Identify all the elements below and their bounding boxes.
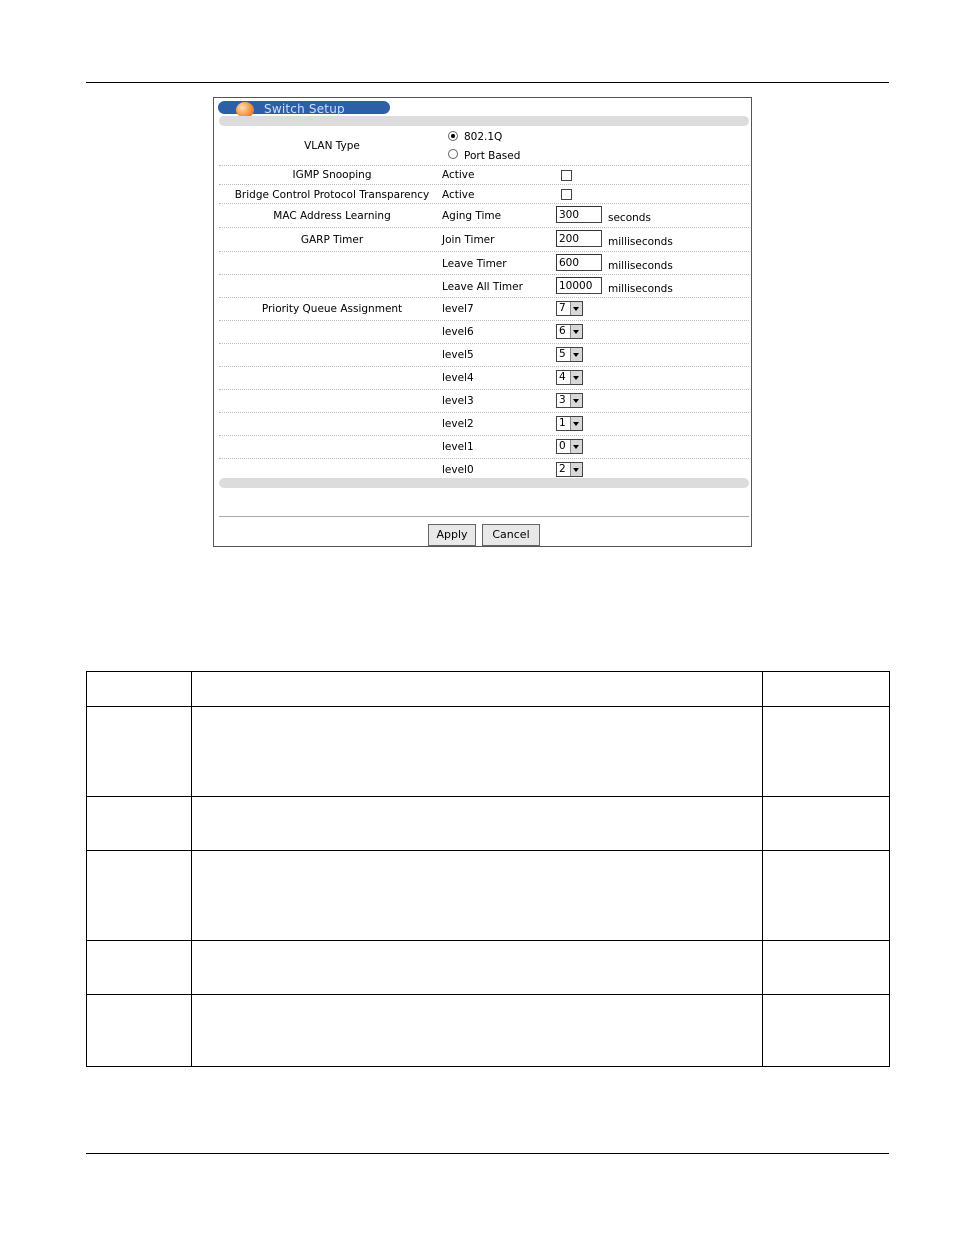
table-row: [87, 707, 890, 797]
bcpt-active-checkbox[interactable]: [561, 189, 572, 200]
level6-value: 6: [559, 325, 566, 337]
level0-select[interactable]: [556, 462, 583, 477]
aging-time-label: Aging Time: [442, 210, 502, 222]
table-row: [87, 995, 890, 1067]
row-bcpt: [219, 185, 749, 204]
table-cell: [192, 851, 763, 941]
join-timer-unit: milliseconds: [608, 236, 673, 248]
level6-select[interactable]: [556, 324, 583, 339]
table-row: [87, 797, 890, 851]
cancel-button[interactable]: Cancel: [482, 524, 540, 546]
level-name: level0: [442, 464, 474, 476]
level7-select[interactable]: [556, 301, 583, 316]
table-cell: [87, 707, 192, 797]
level-name: level2: [442, 418, 474, 430]
table-cell: [763, 797, 890, 851]
igmp-label: IGMP Snooping: [292, 169, 372, 181]
level2-select[interactable]: [556, 416, 583, 431]
level-name: level7: [442, 303, 474, 315]
chevron-down-icon[interactable]: [570, 302, 582, 315]
level3-select[interactable]: [556, 393, 583, 408]
igmp-active-checkbox[interactable]: [561, 170, 572, 181]
title-bar: [218, 101, 390, 114]
vlan-type-label: VLAN Type: [304, 140, 360, 152]
table-row: [87, 851, 890, 941]
row-level6: [219, 321, 749, 344]
chevron-down-icon[interactable]: [570, 394, 582, 407]
chevron-down-icon[interactable]: [570, 463, 582, 476]
panel-title: Switch Setup: [264, 102, 345, 116]
level-name: level5: [442, 349, 474, 361]
row-level3: [219, 390, 749, 413]
row-mac-learning: [219, 204, 749, 228]
mac-label: MAC Address Learning: [273, 210, 391, 222]
table-cell: [87, 941, 192, 995]
radio-8021q[interactable]: [448, 131, 458, 141]
igmp-active-label: Active: [442, 169, 475, 181]
level4-value: 4: [559, 371, 566, 383]
radio-port-based-label: Port Based: [464, 150, 521, 162]
level-name: level1: [442, 441, 474, 453]
table-cell: [192, 941, 763, 995]
row-garp-join: [219, 228, 749, 252]
level3-value: 3: [559, 394, 566, 406]
top-rule: [86, 82, 889, 83]
level-name: level6: [442, 326, 474, 338]
bottom-rule: [86, 1153, 889, 1154]
footer-band: [219, 478, 749, 488]
table-cell: [763, 941, 890, 995]
level7-value: 7: [559, 302, 566, 314]
bcpt-label: Bridge Control Protocol Transparency: [234, 189, 430, 201]
radio-port-based[interactable]: [448, 149, 458, 159]
level-name: level3: [442, 395, 474, 407]
description-table: [86, 671, 890, 1067]
garp-label: GARP Timer: [300, 234, 364, 246]
row-igmp-snooping: [219, 166, 749, 185]
table-cell: [192, 707, 763, 797]
leave-all-timer-label: Leave All Timer: [442, 281, 523, 293]
chevron-down-icon[interactable]: [570, 417, 582, 430]
leave-timer-input[interactable]: [556, 254, 602, 271]
level-name: level4: [442, 372, 474, 384]
table-cell: [763, 672, 890, 707]
level5-select[interactable]: [556, 347, 583, 362]
row-level0: [219, 459, 749, 479]
table-cell: [87, 851, 192, 941]
table-cell: [87, 797, 192, 851]
row-level7: [219, 298, 749, 321]
table-cell: [192, 995, 763, 1067]
row-garp-leave-all: [219, 275, 749, 298]
chevron-down-icon[interactable]: [570, 440, 582, 453]
table-cell: [192, 672, 763, 707]
row-level5: [219, 344, 749, 367]
button-divider: [219, 516, 749, 517]
aging-time-unit: seconds: [608, 212, 651, 224]
leave-timer-label: Leave Timer: [442, 258, 507, 270]
level4-select[interactable]: [556, 370, 583, 385]
table-cell: [763, 995, 890, 1067]
table-cell: [87, 672, 192, 707]
chevron-down-icon[interactable]: [570, 348, 582, 361]
table-cell: [763, 707, 890, 797]
header-band: [219, 116, 749, 126]
leave-all-timer-unit: milliseconds: [608, 283, 673, 295]
table-cell: [87, 995, 192, 1067]
radio-8021q-label: 802.1Q: [464, 131, 503, 143]
row-level4: [219, 367, 749, 390]
table-cell: [763, 851, 890, 941]
level5-value: 5: [559, 348, 566, 360]
row-garp-leave: [219, 252, 749, 275]
apply-button[interactable]: Apply: [428, 524, 476, 546]
aging-time-input[interactable]: [556, 206, 602, 223]
level1-value: 0: [559, 440, 566, 452]
level2-value: 1: [559, 417, 566, 429]
chevron-down-icon[interactable]: [570, 371, 582, 384]
table-cell: [192, 797, 763, 851]
level1-select[interactable]: [556, 439, 583, 454]
leave-all-timer-input[interactable]: [556, 277, 602, 294]
row-vlan-type: [219, 127, 749, 166]
bcpt-active-label: Active: [442, 189, 475, 201]
table-header-row: [87, 672, 890, 707]
switch-setup-panel: [213, 97, 752, 547]
row-level1: [219, 436, 749, 459]
priority-label: Priority Queue Assignment: [261, 303, 403, 315]
table-row: [87, 941, 890, 995]
join-timer-input[interactable]: [556, 230, 602, 247]
row-level2: [219, 413, 749, 436]
level0-value: 2: [559, 463, 566, 475]
chevron-down-icon[interactable]: [570, 325, 582, 338]
leave-timer-unit: milliseconds: [608, 260, 673, 272]
join-timer-label: Join Timer: [442, 234, 495, 246]
